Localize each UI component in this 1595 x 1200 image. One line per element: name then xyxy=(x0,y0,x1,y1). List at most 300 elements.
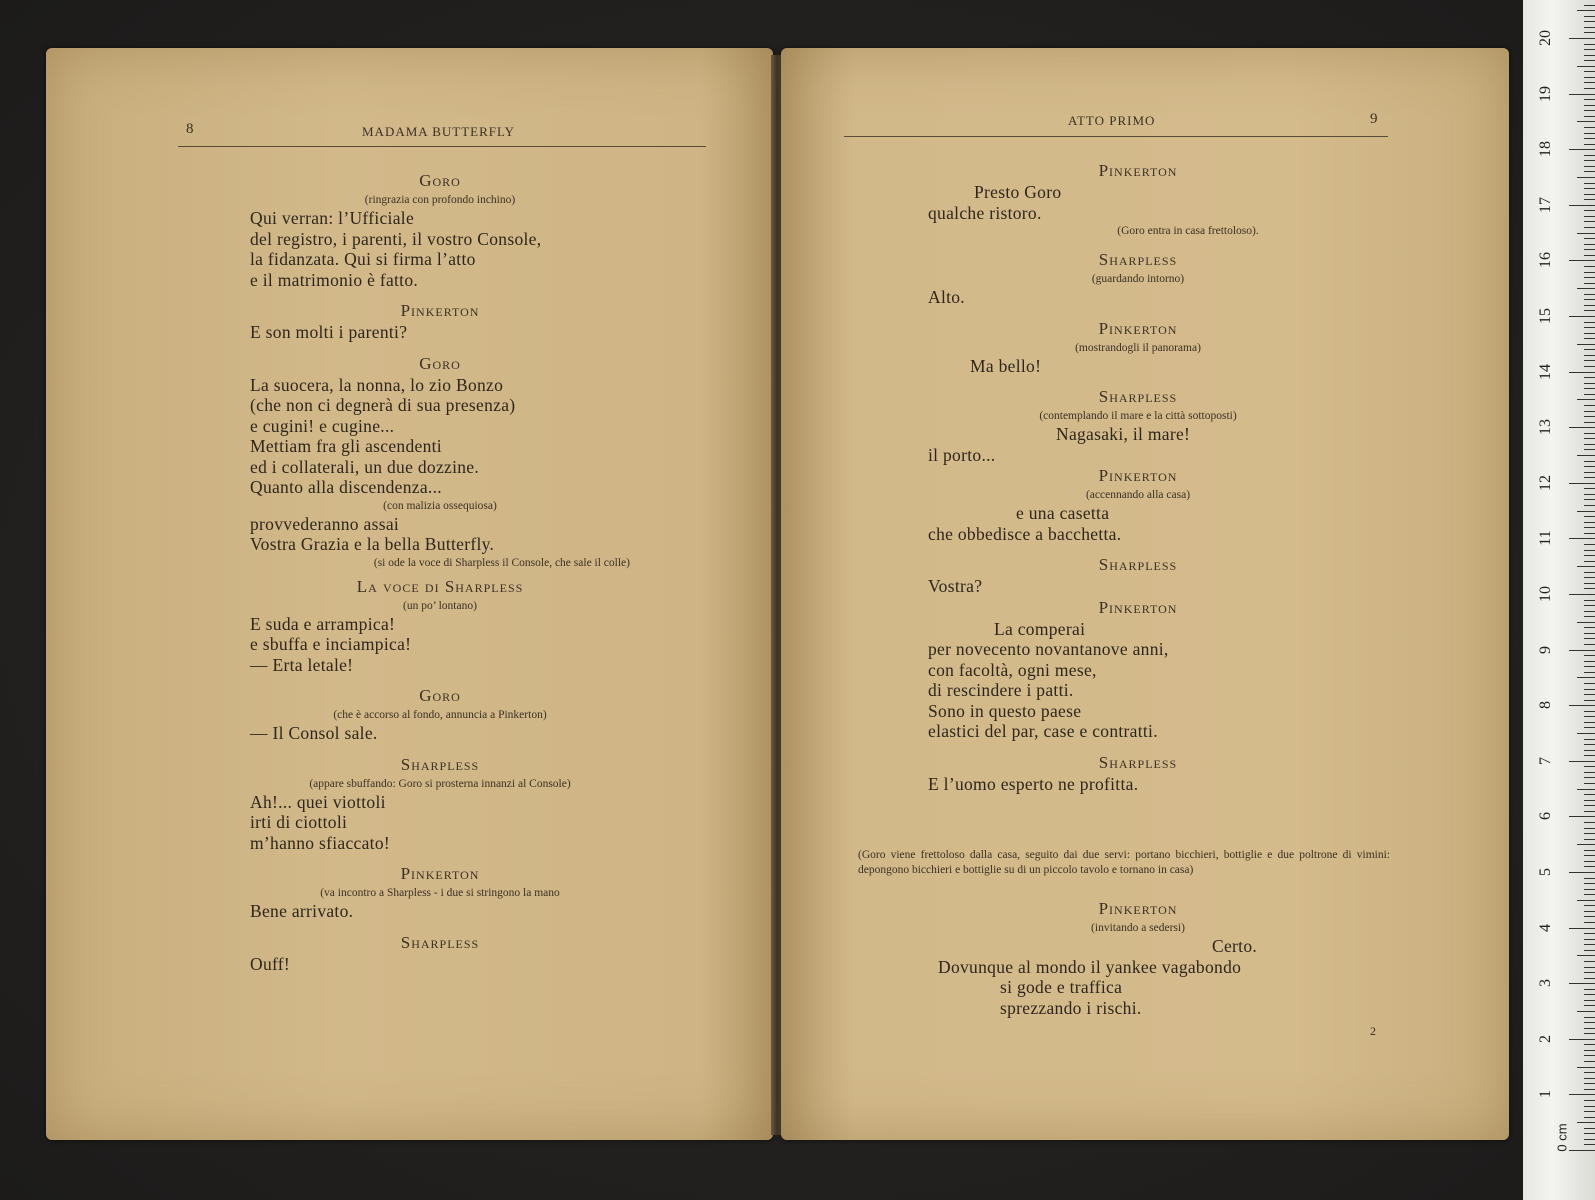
ruler-tick xyxy=(1569,316,1595,317)
ruler-tick xyxy=(1577,1122,1595,1123)
ruler-tick xyxy=(1584,27,1595,28)
stage-direction: (accennando alla casa) xyxy=(1085,489,1191,501)
ruler-tick xyxy=(1584,588,1595,589)
speaker-pinkerton: Pinkerton xyxy=(1098,899,1178,918)
verse-line: che obbedisce a bacchetta. xyxy=(928,523,1122,544)
ruler-tick xyxy=(1584,961,1595,962)
verse-line: Presto Goro xyxy=(974,182,1062,202)
ruler-tick xyxy=(1584,138,1595,139)
ruler-tick xyxy=(1577,955,1595,956)
ruler-tick xyxy=(1584,744,1595,745)
ruler-tick xyxy=(1569,983,1595,984)
ruler-tick xyxy=(1584,377,1595,378)
ruler-tick xyxy=(1584,227,1595,228)
verse-line: Sono in questo paese xyxy=(928,700,1082,721)
ruler-tick xyxy=(1584,522,1595,523)
ruler-tick xyxy=(1584,611,1595,612)
ruler-tick xyxy=(1584,255,1595,256)
ruler-tick xyxy=(1569,149,1595,150)
ruler-tick xyxy=(1584,1055,1595,1056)
ruler-tick xyxy=(1584,499,1595,500)
ruler-tick xyxy=(1584,800,1595,801)
ruler-number: 1 xyxy=(1537,1090,1554,1098)
ruler-tick xyxy=(1584,777,1595,778)
signature-mark: 2 xyxy=(1370,1024,1377,1038)
ruler-tick xyxy=(1577,1067,1595,1068)
ruler-tick xyxy=(1584,433,1595,434)
ruler-tick xyxy=(1584,866,1595,867)
ruler-tick xyxy=(1584,861,1595,862)
ruler-tick xyxy=(1569,705,1595,706)
ruler-tick xyxy=(1584,711,1595,712)
stage-direction: (che è accorso al fondo, annuncia a Pinkerton) xyxy=(333,709,547,721)
verse-line: Ah!... quei viottoli xyxy=(250,791,386,812)
ruler-tick xyxy=(1584,600,1595,601)
ruler-tick xyxy=(1584,116,1595,117)
ruler-tick xyxy=(1584,55,1595,56)
ruler-tick xyxy=(1584,972,1595,973)
ruler-tick xyxy=(1584,722,1595,723)
ruler-tick xyxy=(1569,1150,1595,1151)
speaker-goro: Goro xyxy=(419,171,461,190)
ruler-tick xyxy=(1584,950,1595,951)
ruler-tick xyxy=(1584,855,1595,856)
verse-line: Vostra? xyxy=(928,576,983,596)
ruler-tick xyxy=(1584,349,1595,350)
ruler-tick xyxy=(1577,10,1595,11)
verse-line: Mettiam fra gli ascendenti xyxy=(250,436,442,456)
ruler-tick xyxy=(1584,839,1595,840)
ruler-tick xyxy=(1584,694,1595,695)
verse-line: — Il Consol sale. xyxy=(250,723,378,743)
ruler-tick xyxy=(1584,327,1595,328)
ruler-tick xyxy=(1584,60,1595,61)
ruler-tick xyxy=(1569,205,1595,206)
ruler-tick xyxy=(1584,833,1595,834)
ruler-tick xyxy=(1584,105,1595,106)
right-page-text-end xyxy=(928,898,1348,1018)
ruler-tick xyxy=(1584,683,1595,684)
ruler-tick xyxy=(1569,538,1595,539)
ruler-tick xyxy=(1584,716,1595,717)
ruler-tick xyxy=(1584,1028,1595,1029)
ruler-tick xyxy=(1569,816,1595,817)
ruler-tick xyxy=(1584,133,1595,134)
ruler-tick xyxy=(1584,666,1595,667)
ruler-tick xyxy=(1577,344,1595,345)
ruler-tick xyxy=(1569,928,1595,929)
ruler-tick xyxy=(1584,360,1595,361)
verse-line: di rescindere i patti. xyxy=(928,680,1074,700)
ruler-tick xyxy=(1577,455,1595,456)
right-header-rule xyxy=(844,136,1388,137)
ruler-number: 19 xyxy=(1537,86,1554,102)
ruler-tick xyxy=(1584,700,1595,701)
ruler-tick xyxy=(1584,1089,1595,1090)
ruler-tick xyxy=(1577,789,1595,790)
ruler-tick xyxy=(1584,366,1595,367)
speaker-voce-sharpless: La voce di Sharpless xyxy=(356,576,524,596)
verse-line: Vostra Grazia e la bella Butterfly. xyxy=(250,534,495,554)
ruler-tick xyxy=(1584,822,1595,823)
ruler-tick xyxy=(1584,655,1595,656)
right-page-number: 9 xyxy=(1370,111,1379,127)
ruler-tick xyxy=(1584,1005,1595,1006)
ruler-tick xyxy=(1577,233,1595,234)
stage-direction: (invitando a sedersi) xyxy=(1091,922,1185,934)
ruler-tick xyxy=(1577,399,1595,400)
ruler-tick xyxy=(1584,1100,1595,1101)
verse-line: Ouff! xyxy=(250,953,291,974)
ruler-tick xyxy=(1584,933,1595,934)
ruler-tick xyxy=(1584,322,1595,323)
ruler-tick xyxy=(1584,916,1595,917)
ruler-tick xyxy=(1584,383,1595,384)
ruler-tick xyxy=(1584,183,1595,184)
verse-line: — Erta letale! xyxy=(250,654,354,675)
speaker-pinkerton: Pinkerton xyxy=(1098,161,1178,180)
verse-line: il porto... xyxy=(928,444,996,465)
left-page-text xyxy=(250,170,630,974)
ruler-tick xyxy=(1584,444,1595,445)
stage-direction: (va incontro a Sharpless - i due si stringono la mano xyxy=(320,887,560,899)
ruler-tick xyxy=(1584,155,1595,156)
ruler-tick xyxy=(1584,338,1595,339)
ruler-tick xyxy=(1584,922,1595,923)
ruler-tick xyxy=(1584,989,1595,990)
ruler-tick xyxy=(1584,577,1595,578)
ruler-number: 17 xyxy=(1537,197,1554,213)
ruler-tick xyxy=(1584,1044,1595,1045)
ruler-tick xyxy=(1584,911,1595,912)
ruler-tick xyxy=(1584,661,1595,662)
ruler-tick xyxy=(1584,488,1595,489)
ruler-unit-label: 0 cm xyxy=(1554,1123,1570,1152)
ruler-tick xyxy=(1569,260,1595,261)
verse-line: e il matrimonio è fatto. xyxy=(250,269,419,290)
ruler-tick xyxy=(1584,272,1595,273)
ruler-tick xyxy=(1577,844,1595,845)
right-page-text xyxy=(928,160,1348,794)
verse-line: Alto. xyxy=(928,287,965,307)
ruler-tick xyxy=(1577,66,1595,67)
ruler-tick xyxy=(1584,438,1595,439)
ruler-tick xyxy=(1569,483,1595,484)
ruler-number: 11 xyxy=(1537,530,1554,546)
ruler-tick xyxy=(1584,633,1595,634)
ruler-tick xyxy=(1569,650,1595,651)
ruler-tick xyxy=(1569,427,1595,428)
ruler-tick xyxy=(1584,605,1595,606)
ruler-tick xyxy=(1584,283,1595,284)
ruler-tick xyxy=(1577,900,1595,901)
ruler-tick xyxy=(1584,616,1595,617)
ruler-tick xyxy=(1584,527,1595,528)
verse-line: Dovunque al mondo il yankee vagabondo xyxy=(938,956,1242,977)
verse-line: (che non ci degnerà di sua presenza) xyxy=(250,395,516,415)
ruler-tick xyxy=(1584,461,1595,462)
speaker-pinkerton: Pinkerton xyxy=(400,864,480,883)
ruler-tick xyxy=(1569,38,1595,39)
ruler-tick xyxy=(1569,761,1595,762)
ruler-tick xyxy=(1584,472,1595,473)
ruler-tick xyxy=(1584,772,1595,773)
ruler-tick xyxy=(1584,644,1595,645)
ruler-tick xyxy=(1584,894,1595,895)
ruler-tick xyxy=(1584,32,1595,33)
ruler-tick xyxy=(1584,166,1595,167)
stage-direction: (guardando intorno) xyxy=(1091,273,1185,285)
ruler-tick xyxy=(1584,99,1595,100)
ruler-tick xyxy=(1577,566,1595,567)
ruler-tick xyxy=(1569,94,1595,95)
ruler-tick xyxy=(1584,755,1595,756)
ruler-tick xyxy=(1584,71,1595,72)
ruler-tick xyxy=(1577,1011,1595,1012)
stage-direction: (Goro entra in casa frettoloso). xyxy=(1117,225,1259,237)
verse-line: sprezzando i rischi. xyxy=(1000,997,1142,1018)
ruler-tick xyxy=(1584,388,1595,389)
ruler-tick xyxy=(1584,889,1595,890)
ruler-tick xyxy=(1584,194,1595,195)
ruler-tick xyxy=(1584,494,1595,495)
ruler-tick xyxy=(1584,82,1595,83)
left-header-rule xyxy=(178,146,706,147)
ruler-tick xyxy=(1584,238,1595,239)
ruler-tick xyxy=(1584,310,1595,311)
ruler-number: 2 xyxy=(1537,1035,1554,1043)
ruler-tick xyxy=(1584,850,1595,851)
ruler-tick xyxy=(1584,333,1595,334)
verse-line: m’hanno sfiaccato! xyxy=(250,832,390,853)
ruler-tick xyxy=(1584,266,1595,267)
ruler-tick xyxy=(1584,583,1595,584)
ruler-tick xyxy=(1584,394,1595,395)
left-running-title: MADAMA BUTTERFLY xyxy=(362,124,516,139)
stage-direction: (Goro viene frettoloso dalla casa, seguito dai due servi: portano bicchieri, bottiglie e due poltrone di vimini: depongono bicchieri e bottiglie su di un piccolo tavolo e tornano in casa) xyxy=(858,849,1390,876)
ruler-tick xyxy=(1584,766,1595,767)
verse-line: si gode e traffica xyxy=(1000,977,1123,997)
ruler-tick xyxy=(1584,1106,1595,1107)
speaker-sharpless: Sharpless xyxy=(400,932,480,952)
ruler-tick xyxy=(1569,1094,1595,1095)
verse-line: La suocera, la nonna, lo zio Bonzo xyxy=(250,374,504,395)
ruler-tick xyxy=(1584,883,1595,884)
ruler-number: 14 xyxy=(1537,364,1554,380)
ruler-number: 7 xyxy=(1537,757,1554,765)
speaker-sharpless: Sharpless xyxy=(1098,555,1178,574)
ruler-tick xyxy=(1584,305,1595,306)
ruler-tick xyxy=(1584,1050,1595,1051)
ruler-tick xyxy=(1577,288,1595,289)
verse-line: Bene arrivato. xyxy=(250,901,354,921)
ruler-tick xyxy=(1584,1128,1595,1129)
ruler-tick xyxy=(1584,638,1595,639)
ruler-tick xyxy=(1584,171,1595,172)
ruler-tick xyxy=(1584,1000,1595,1001)
ruler-tick xyxy=(1584,77,1595,78)
stage-direction: (un po’ lontano) xyxy=(403,599,477,612)
ruler-number: 15 xyxy=(1537,308,1554,324)
ruler-tick xyxy=(1584,1111,1595,1112)
ruler-tick xyxy=(1584,299,1595,300)
ruler-tick xyxy=(1584,1144,1595,1145)
ruler-tick xyxy=(1584,550,1595,551)
left-page-number: 8 xyxy=(186,121,195,137)
speaker-sharpless: Sharpless xyxy=(1098,752,1178,772)
ruler-number: 16 xyxy=(1537,252,1554,268)
ruler-tick xyxy=(1584,416,1595,417)
ruler-tick xyxy=(1584,555,1595,556)
ruler-tick xyxy=(1584,216,1595,217)
ruler-tick xyxy=(1584,44,1595,45)
stage-direction: (contemplando il mare e la città sottoposti) xyxy=(1039,410,1237,422)
ruler-tick xyxy=(1584,805,1595,806)
ruler-tick xyxy=(1584,1061,1595,1062)
speaker-pinkerton: Pinkerton xyxy=(1098,318,1178,338)
ruler-tick xyxy=(1584,422,1595,423)
verse-line: Ma bello! xyxy=(970,355,1042,376)
ruler-tick xyxy=(1584,783,1595,784)
ruler-tick xyxy=(1584,249,1595,250)
ruler-tick xyxy=(1584,939,1595,940)
speaker-goro: Goro xyxy=(419,686,461,705)
ruler-number: 4 xyxy=(1537,924,1554,932)
ruler-tick xyxy=(1584,466,1595,467)
ruler-tick xyxy=(1584,1133,1595,1134)
ruler-tick xyxy=(1584,1117,1595,1118)
ruler-tick xyxy=(1584,967,1595,968)
verse-line: Quanto alla discendenza... xyxy=(250,477,442,497)
ruler-tick xyxy=(1584,1022,1595,1023)
verse-line: la fidanzata. Qui si firma l’atto xyxy=(250,249,476,269)
verse-line: E son molti i parenti? xyxy=(250,322,408,342)
ruler-tick xyxy=(1577,677,1595,678)
ruler-tick xyxy=(1584,878,1595,879)
ruler-tick xyxy=(1584,672,1595,673)
verse-line: irti di ciottoli xyxy=(250,812,348,832)
ruler-tick xyxy=(1584,16,1595,17)
ruler-tick xyxy=(1584,110,1595,111)
verse-line: per novecento novantanove anni, xyxy=(928,639,1169,659)
ruler-tick xyxy=(1584,1033,1595,1034)
ruler-tick xyxy=(1584,160,1595,161)
ruler-tick xyxy=(1577,511,1595,512)
speaker-pinkerton: Pinkerton xyxy=(1098,466,1178,485)
ruler-tick xyxy=(1584,294,1595,295)
verse-line: La comperai xyxy=(994,618,1086,639)
ruler-tick xyxy=(1584,355,1595,356)
ruler-tick xyxy=(1584,627,1595,628)
ruler-tick xyxy=(1584,516,1595,517)
ruler-number: 13 xyxy=(1537,419,1554,435)
ruler-tick xyxy=(1584,1017,1595,1018)
speaker-goro: Goro xyxy=(419,353,461,373)
ruler-tick xyxy=(1584,127,1595,128)
ruler-number: 12 xyxy=(1537,475,1554,491)
verse-line: Certo. xyxy=(1212,936,1258,956)
ruler-tick xyxy=(1584,188,1595,189)
verse-line: ed i collaterali, un due dozzine. xyxy=(250,456,480,477)
ruler-tick xyxy=(1584,244,1595,245)
ruler-tick xyxy=(1584,411,1595,412)
ruler-tick xyxy=(1584,221,1595,222)
speaker-sharpless: Sharpless xyxy=(1098,250,1178,269)
ruler-number: 20 xyxy=(1537,30,1554,46)
ruler-tick xyxy=(1584,5,1595,6)
ruler-tick xyxy=(1577,622,1595,623)
ruler-tick xyxy=(1584,210,1595,211)
stage-direction: (mostrandogli il panorama) xyxy=(1075,341,1201,354)
ruler-tick xyxy=(1584,905,1595,906)
ruler-tick xyxy=(1584,449,1595,450)
verse-line: elastici del par, case e contratti. xyxy=(928,721,1158,741)
ruler-tick xyxy=(1584,739,1595,740)
ruler-tick xyxy=(1584,727,1595,728)
ruler-tick xyxy=(1584,1072,1595,1073)
ruler-tick xyxy=(1584,811,1595,812)
ruler-tick xyxy=(1584,88,1595,89)
ruler-tick xyxy=(1577,177,1595,178)
ruler-tick xyxy=(1584,750,1595,751)
ruler-tick xyxy=(1584,994,1595,995)
ruler-tick xyxy=(1577,733,1595,734)
ruler-tick xyxy=(1584,1139,1595,1140)
verse-line: Qui verran: l’Ufficiale xyxy=(250,208,415,228)
ruler-tick xyxy=(1584,505,1595,506)
verse-line: e sbuffa e inciampica! xyxy=(250,634,412,654)
ruler-number: 10 xyxy=(1537,586,1554,602)
stage-direction: (si ode la voce di Sharpless il Console, che sale il colle) xyxy=(373,556,630,569)
verse-line: provvederanno assai xyxy=(250,513,400,534)
verse-line: E suda e arrampica! xyxy=(250,613,396,634)
speaker-pinkerton: Pinkerton xyxy=(400,301,480,320)
ruler-tick xyxy=(1584,828,1595,829)
ruler-number: 5 xyxy=(1537,868,1554,876)
ruler-tick xyxy=(1584,794,1595,795)
ruler-number: 8 xyxy=(1537,701,1554,709)
ruler-tick xyxy=(1584,544,1595,545)
verse-line: del registro, i parenti, il vostro Console, xyxy=(250,228,542,249)
speaker-sharpless: Sharpless xyxy=(400,754,480,774)
ruler-tick xyxy=(1569,594,1595,595)
ruler-tick xyxy=(1584,144,1595,145)
speaker-pinkerton: Pinkerton xyxy=(1098,597,1178,617)
ruler-tick xyxy=(1584,199,1595,200)
ruler-tick xyxy=(1584,277,1595,278)
ruler-tick xyxy=(1584,1078,1595,1079)
ruler-tick xyxy=(1577,121,1595,122)
ruler-tick xyxy=(1584,944,1595,945)
ruler-number: 18 xyxy=(1537,141,1554,157)
verse-line: qualche ristoro. xyxy=(928,202,1042,223)
ruler-tick xyxy=(1584,477,1595,478)
ruler-tick xyxy=(1569,372,1595,373)
ruler-tick xyxy=(1584,405,1595,406)
right-running-title: ATTO PRIMO xyxy=(1068,113,1156,128)
ruler-tick xyxy=(1584,21,1595,22)
speaker-sharpless: Sharpless xyxy=(1098,387,1178,406)
verse-line: con facoltà, ogni mese, xyxy=(928,659,1097,680)
stage-direction: (ringrazia con profondo inchino) xyxy=(364,194,516,206)
ruler-tick xyxy=(1569,1039,1595,1040)
ruler-tick xyxy=(1569,872,1595,873)
ruler-tick xyxy=(1584,1083,1595,1084)
stage-direction: (appare sbuffando: Goro si prosterna innanzi al Console) xyxy=(309,777,571,790)
ruler-tick xyxy=(1584,49,1595,50)
verse-line: E l’uomo esperto ne profitta. xyxy=(928,773,1139,794)
verse-line: Nagasaki, il mare! xyxy=(1056,424,1191,444)
